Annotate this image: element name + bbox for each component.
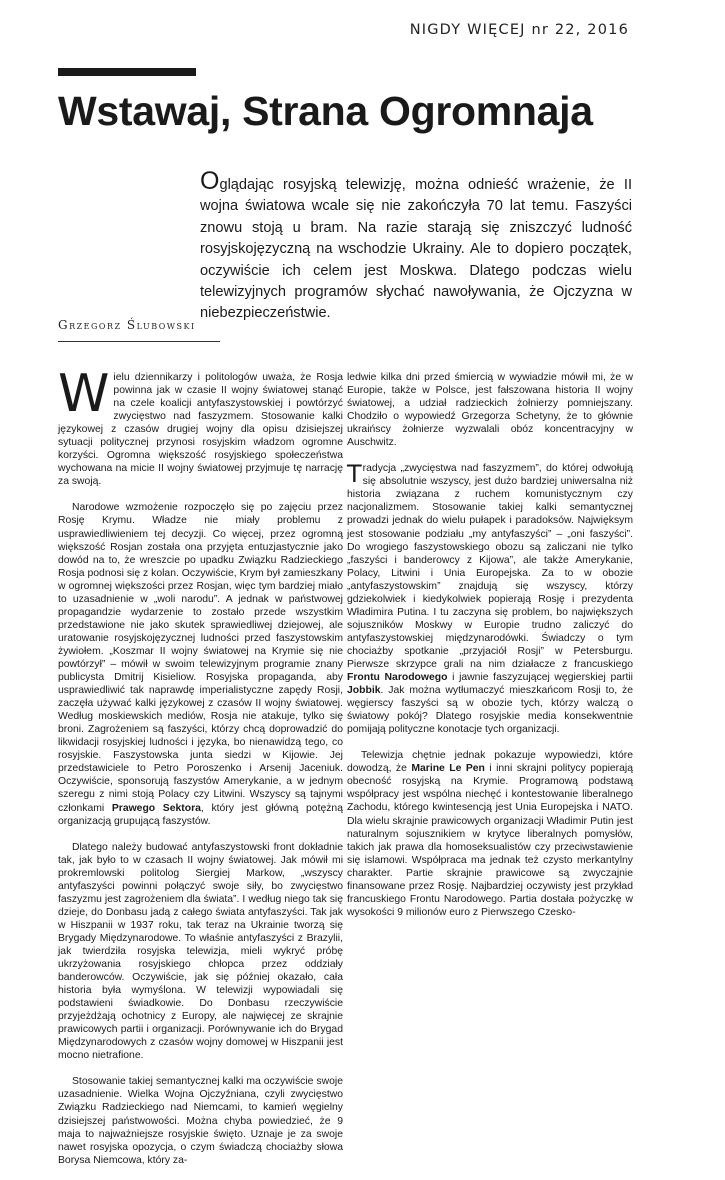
- article-title: Wstawaj, Strana Ogromnaja: [58, 88, 593, 134]
- paragraph: [58, 364, 343, 488]
- paragraph: Dlatego należy budować antyfaszystowski front dokładnie tak, jak było to w czasach II wojny światowej. Jak mówił mi prokremlowski politolog Siergiej Markow, „wszyscy antyfaszyści powinni połączyć swoje siły, bo zwycięstwo faszyzmu jest zagrożeniem dla świata”. I według niego tak się dzieje, do Donbasu jadą z całego świata antyfaszyści. Tak jak w Hiszpanii w 1937 roku, tak teraz na Ukrainie tworzą się Brygady Międzynarodowe. To właśnie antyfaszyści z Brazylii, jak twierdziła rosyjska telewizja, mieli wykryć próbę ukrzyżowania rosyjskiego chłopca przez oddziały banderowców. Oczywiście, jak się później okazało, cała historia była wymyślona. W telewizji wypowiadali się podstawieni świadkowie. Do Donbasu rzeczywiście przyjeżdżają ochotnicy z Europy, ale najwięcej ze skrajnie prawicowych partii i organizacji. Porównywanie ich do Brygad Międzynarodowych z czasów wojny domowej w Hiszpanii jest mocno nietrafione.: [58, 841, 343, 1062]
- author-rule: [58, 341, 220, 342]
- bold-term: Jobbik: [347, 685, 381, 697]
- lead-text: glądając rosyjską telewizję, można odnieść wrażenie, że II wojna światowa wcale się nie zakończyła 70 lat temu. Faszyści znowu stoją u bram. Na razie starają się zniszczyć ludność rosyjskojęzyczną na wschodzie Ukrainy. Ale to dopiero początek, oczywiście ich celem jest Moskwa. Dlatego podczas wielu telewizyjnych programów słychać nawoływania, że Ojczyzna w niebezpieczeństwie.: [200, 177, 632, 322]
- bold-term: Marine Le Pen: [411, 763, 485, 775]
- paragraph-text: , który jest główną potężną organizacją grupującą faszystów.: [58, 802, 343, 827]
- bold-term: Prawego Sektora: [111, 802, 201, 814]
- drop-cap: T: [347, 460, 362, 489]
- paragraph: Stosowanie takiej semantycznej kalki ma oczywiście swoje uzasadnienie. Wielka Wojna Ojczyźniana, czyli zwycięstwo Związku Radzieckiego nad Niemcami, to kamień węgielny dzisiejszej państwowości. Można chyba powiedzieć, że 9 maja to najważniejsze rosyjskie święto. Uznaje je za swoje nawet rosyjska opozycja, o czym świadczą chociażby słowa Borysa Niemcowa, który za-: [58, 1076, 343, 1166]
- paragraph-text: radycja „zwycięstwa nad faszyzmem”, do której odwołują się absolutnie wszyscy, jest dużo bardziej uniwersalna niż historia związana z ruchem komunistycznym czy nacjonalizmem. Stosowanie takiej kalki semantycznej prowadzi jednak do wielu pułapek i paradoksów. Najwięksym jest stosowanie podziału „my antyfaszyści” – „oni faszyści”. Do wrogiego faszystowskiego obozu są zaliczani nie tylko „faszyści i banderowcy z Kijowa”, ale także Amerykanie, Polacy, Litwini i Unia Europejska. Za to w obozie „antyfaszystowskim” znajdują się wszyscy, którzy gdziekolwiek i kiedykolwiek popierają Rosję i prezydenta Władimira Putina. I tu zaczyna się problem, bo największych sojuszników Moskwy w Europie trudno zaliczyć do antyfaszystowskiej międzynarodówki. Świadczy o tym chociażby spotkanie „przyjaciół Rosji” w Petersburgu. Pierwsze skrzypce grali na nim działacze z francuskiego: [347, 463, 633, 670]
- paragraph: [347, 749, 633, 919]
- title-rule: [58, 68, 196, 76]
- drop-cap: W: [58, 364, 110, 424]
- paragraph-text: i jawnie faszyzującej węgierskiej partii: [447, 672, 633, 684]
- right-column: [347, 371, 633, 932]
- article-author: Grzegorz Ślubowski: [58, 318, 196, 332]
- paragraph-text: Telewizja chętnie jednak pokazuje wypowiedzi, które dowodzą, że: [347, 750, 633, 775]
- lead-dropcap: O: [200, 167, 220, 195]
- issue-header: NIGDY WIĘCEJ nr 22, 2016: [409, 22, 629, 38]
- article-lead: [200, 167, 632, 325]
- paragraph: ledwie kilka dni przed śmiercią w wywiadzie mówił mi, że w Europie, także w Polsce, jest fałszowana historia II wojny światowej, a udział radzieckich żołnierzy pomniejszany. Chodziło o wypowiedź Grzegorza Schetyny, że to głównie ukraińscy żołnierze wyzwalali obóz koncentracyjny w Auschwitz.: [347, 372, 633, 449]
- paragraph-text: ielu dziennikarzy i politologów uważa, że Rosja powinna jak w czasie II wojny światowej stanąć na czele koalicji antyfaszystowskiej i powtórzyć zwycięstwo nad faszyzmem. Stosowanie kalki językowej z czasów drugiej wojny dla opisu dzisiejszej sytuacji politycznej przynosi rosyjskim władzom ogromne korzyści. Ogromna większość rosyjskiego społeczeństwa wychowana na micie II wojny światowej przyjmuje tę narrację za swoją.: [58, 372, 343, 488]
- paragraph-text: . Jak można wytłumaczyć mieszkańcom Rosji to, że węgierscy faszyści są w obozie tych, którzy walczą o światowy pokój? Dlatego rosyjskie media konsekwentnie pomijają polityczne konotacje tych organizacji.: [347, 685, 633, 736]
- bold-term: Frontu Narodowego: [347, 672, 448, 684]
- left-column: [58, 364, 343, 1180]
- paragraph: [58, 501, 343, 827]
- paragraph-text: Narodowe wzmożenie rozpoczęło się po zajęciu przez Rosję Krymu. Władze nie miały problemu z usprawiedliwieniem tej decyzji. Co więcej, przez ogromną większość Rosjan została ona przyjęta entuzjastycznie jako dowód na to, że wreszcie po upadku Związku Radzieckiego Rosja podnosi się z kolan. Oczywiście, Krym był zamieszkany w ogromnej większości przez Rosjan, więc tym bardziej miało to uzasadnienie w „woli narodu”. A jednak w państwowej propagandzie wydarzenie to zostało przede wszystkim przedstawione nie jako skutek sprawiedliwej dziejowej, ale uratowanie rosyjskojęzycznej ludności przed faszystowskim żywiołem. „Koszmar II wojny światowej na Krymie się nie powtórzył” – mówił w swoim telewizyjnym programie znany publicysta Dmitrij Kisieliow. Rosyjska propaganda, aby usprawiedliwić tak naprawdę imperialistyczne zapędy Rosji, zaczęła używać kalki językowej z czasów II wojny światowej. Według moskiewskich mediów, Rosja nie atakuje, tylko się broni. Zagrożeniem są faszyści, którzy chcą doprowadzić do likwidacji rosyjskiej ludności i języka, bo nienawidzą tego, co rosyjskie. Faszystowska junta siedzi w Kijowie. Jej przedstawiciele to Petro Poroszenko i Arsenij Jaceniuk. Oczywiście, sponsorują faszystów Amerykanie, a w jednym szeregu z nimi stoją Polacy czy Litwini. Wszyscy są tajnymi członkami: [58, 502, 343, 814]
- paragraph-text: i inni skrajni politycy popierają obecność rosyjską na Krymie. Programową podstawą współpracy jest wspólna niechęć i kontestowanie liberalnego Zachodu, którego kwintesencją jest Unia Europejska i NATO. Dla wielu skrajnie prawicowych organizacji Władimir Putin jest naturalnym sojusznikiem w krytyce liberalnych pomysłów, takich jak prawa dla homoseksualistów czy przeciwstawienie się islamowi. Współpraca ma jednak też czysto merkantylny charakter. Partie skrajnie prawicowe są zwyczajnie finansowane przez Rosję. Najbardziej oczywisty jest przykład francuskiego Frontu Narodowego. Partia dostała pożyczkę w wysokości 9 milionów euro z Pierwszego Czesko-: [347, 763, 634, 918]
- paragraph: [347, 462, 633, 736]
